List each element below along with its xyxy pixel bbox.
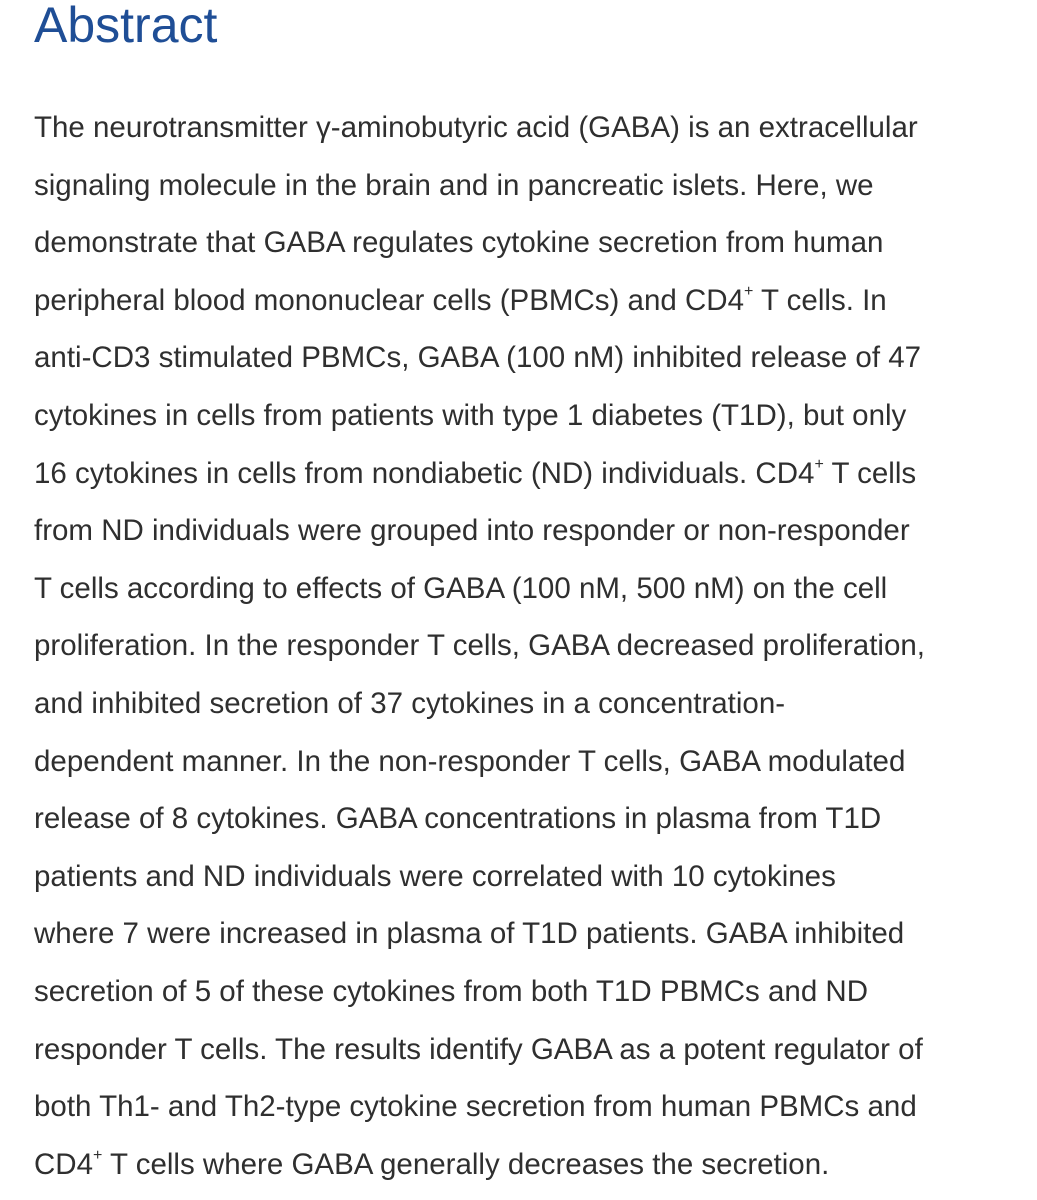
line-text: peripheral blood mononuclear cells (PBMCs) and CD4	[34, 283, 744, 317]
abstract-line: demonstrate that GABA regulates cytokine secretion from human	[34, 226, 884, 260]
abstract-line: responder T cells. The results identify GABA as a potent regulator of	[34, 1032, 923, 1066]
line-text: T cells. In	[753, 283, 887, 317]
abstract-line	[34, 272, 1014, 330]
superscript-plus: +	[743, 282, 754, 300]
superscript-plus: +	[93, 1146, 103, 1164]
line-text: T cells	[823, 456, 917, 490]
line-text: T cells where GABA generally decreases the secretion.	[102, 1147, 830, 1181]
abstract-line: and inhibited secretion of 37 cytokines in a concentration-	[34, 686, 786, 720]
abstract-body	[34, 99, 1014, 1193]
abstract-line: dependent manner. In the non-responder T cells, GABA modulated	[34, 744, 906, 778]
abstract-line: signaling molecule in the brain and in pancreatic islets. Here, we	[34, 168, 874, 202]
abstract-section	[34, 0, 1014, 1181]
line-text: 16 cytokines in cells from nondiabetic (ND) individuals. CD4	[34, 456, 815, 490]
abstract-line: anti-CD3 stimulated PBMCs, GABA (100 nM) inhibited release of 47	[34, 341, 922, 375]
line-text: CD4	[34, 1147, 94, 1181]
abstract-line: release of 8 cytokines. GABA concentrations in plasma from T1D	[34, 802, 882, 836]
abstract-line: where 7 were increased in plasma of T1D patients. GABA inhibited	[34, 917, 905, 951]
superscript-plus: +	[814, 455, 824, 473]
abstract-line: cytokines in cells from patients with type 1 diabetes (T1D), but only	[34, 398, 907, 432]
abstract-line: The neurotransmitter γ-aminobutyric acid (GABA) is an extracellular	[34, 111, 918, 144]
abstract-heading: Abstract	[34, 0, 218, 53]
abstract-line: proliferation. In the responder T cells, GABA decreased proliferation,	[34, 629, 925, 663]
abstract-line: from ND individuals were grouped into responder or non-responder	[34, 514, 910, 548]
abstract-line	[34, 1136, 1014, 1194]
abstract-line	[34, 445, 1014, 503]
abstract-line: both Th1- and Th2-type cytokine secretion from human PBMCs and	[34, 1090, 917, 1124]
abstract-line: T cells according to effects of GABA (100 nM, 500 nM) on the cell	[34, 571, 888, 605]
abstract-line: patients and ND individuals were correlated with 10 cytokines	[34, 859, 836, 893]
abstract-line: secretion of 5 of these cytokines from both T1D PBMCs and ND	[34, 974, 869, 1008]
